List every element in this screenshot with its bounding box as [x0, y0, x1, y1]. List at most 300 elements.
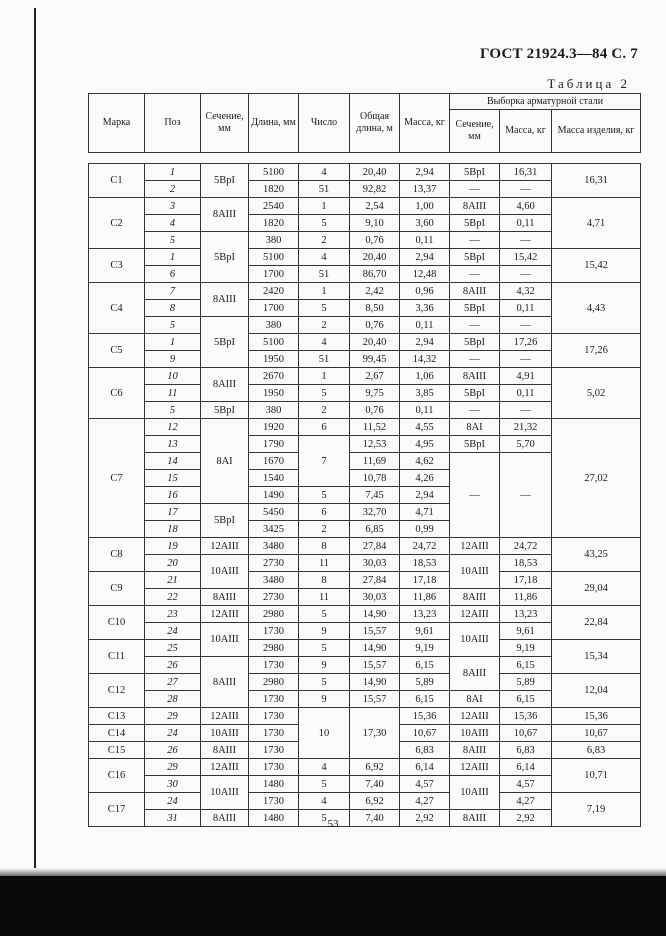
count-cell: 2: [299, 232, 350, 249]
count-cell: 4: [299, 759, 350, 776]
mass-cell: 4,57: [400, 776, 450, 793]
mass-cell: 2,94: [400, 487, 450, 504]
length-cell: 1950: [249, 351, 299, 368]
mass-cell: 4,95: [400, 436, 450, 453]
section-cell: 10AIII: [201, 623, 249, 657]
total-length-cell: 86,70: [350, 266, 400, 283]
mass-cell: 14,32: [400, 351, 450, 368]
mass-cell: 0,99: [400, 521, 450, 538]
count-cell: 4: [299, 793, 350, 810]
table-row: [89, 249, 641, 266]
total-length-cell: 0,76: [350, 402, 400, 419]
mass-cell: 2,92: [400, 810, 450, 827]
poz-cell: 24: [145, 623, 201, 640]
sample-section-cell: 8AIII: [450, 657, 500, 691]
length-cell: 1730: [249, 793, 299, 810]
sample-mass-cell: —: [500, 232, 552, 249]
length-cell: 1820: [249, 215, 299, 232]
sample-mass-cell: 21,32: [500, 419, 552, 436]
length-cell: 1730: [249, 657, 299, 674]
mass-cell: 9,19: [400, 640, 450, 657]
table-body: [89, 164, 641, 827]
sample-mass-cell: 0,11: [500, 300, 552, 317]
sample-section-cell: 8AI: [450, 691, 500, 708]
mark-cell: С17: [89, 793, 145, 827]
total-length-cell: 7,40: [350, 776, 400, 793]
poz-cell: 1: [145, 249, 201, 266]
poz-cell: 2: [145, 181, 201, 198]
mass-cell: 6,83: [400, 742, 450, 759]
length-cell: 1700: [249, 300, 299, 317]
total-length-cell: 14,90: [350, 674, 400, 691]
col-header-mark: Марка: [89, 94, 145, 153]
mass-cell: 12,48: [400, 266, 450, 283]
poz-cell: 4: [145, 215, 201, 232]
section-cell: 5BpI: [201, 402, 249, 419]
poz-cell: 6: [145, 266, 201, 283]
product-mass-cell: 4,43: [552, 283, 641, 334]
sample-mass-cell: 16,31: [500, 164, 552, 181]
poz-cell: 23: [145, 606, 201, 623]
section-cell: 8AIII: [201, 742, 249, 759]
mass-cell: 0,11: [400, 402, 450, 419]
section-cell: 10AIII: [201, 725, 249, 742]
section-cell: 8AI: [201, 419, 249, 504]
col-header-poz: Поз: [145, 94, 201, 153]
count-cell: 1: [299, 368, 350, 385]
total-length-cell: 9,75: [350, 385, 400, 402]
sample-section-cell: 5BpI: [450, 385, 500, 402]
sample-mass-cell: 13,23: [500, 606, 552, 623]
sample-mass-cell: 6,83: [500, 742, 552, 759]
mass-cell: 11,86: [400, 589, 450, 606]
length-cell: 5100: [249, 249, 299, 266]
length-cell: 1950: [249, 385, 299, 402]
section-cell: 10AIII: [201, 776, 249, 810]
sample-section-cell: —: [450, 181, 500, 198]
mass-cell: 4,62: [400, 453, 450, 470]
total-length-cell: 15,57: [350, 623, 400, 640]
total-length-cell: 2,42: [350, 283, 400, 300]
mass-cell: 2,94: [400, 164, 450, 181]
scan-shadow: [0, 876, 666, 936]
sample-mass-cell: 5,70: [500, 436, 552, 453]
sample-section-cell: —: [450, 453, 500, 538]
count-cell: 8: [299, 538, 350, 555]
table-row: [89, 572, 641, 589]
product-mass-cell: 15,36: [552, 708, 641, 725]
length-cell: 1920: [249, 419, 299, 436]
count-cell: 2: [299, 521, 350, 538]
mark-cell: С3: [89, 249, 145, 283]
length-cell: 1730: [249, 691, 299, 708]
total-length-cell: 10,78: [350, 470, 400, 487]
total-length-cell: 15,57: [350, 691, 400, 708]
mass-cell: 9,61: [400, 623, 450, 640]
length-cell: 1820: [249, 181, 299, 198]
total-length-cell: 20,40: [350, 249, 400, 266]
sample-mass-cell: 4,32: [500, 283, 552, 300]
table-row: [89, 640, 641, 657]
sample-section-cell: 8AIII: [450, 283, 500, 300]
total-length-cell: 8,50: [350, 300, 400, 317]
poz-cell: 16: [145, 487, 201, 504]
sample-mass-cell: —: [500, 266, 552, 283]
sample-mass-cell: 4,60: [500, 198, 552, 215]
section-cell: 8AIII: [201, 810, 249, 827]
section-cell: 8AIII: [201, 368, 249, 402]
section-cell: 5BpI: [201, 504, 249, 538]
poz-cell: 26: [145, 742, 201, 759]
sample-section-cell: 10AIII: [450, 725, 500, 742]
sample-mass-cell: 9,61: [500, 623, 552, 640]
mark-cell: С9: [89, 572, 145, 606]
section-cell: 5BpI: [201, 164, 249, 198]
total-length-cell: 17,30: [350, 708, 400, 759]
table-row: [89, 759, 641, 776]
count-cell: 7: [299, 436, 350, 487]
document-title: ГОСТ 21924.3—84 С. 7: [480, 46, 638, 62]
length-cell: 5450: [249, 504, 299, 521]
sample-section-cell: 8AIII: [450, 198, 500, 215]
product-mass-cell: 5,02: [552, 368, 641, 419]
mark-cell: С14: [89, 725, 145, 742]
sample-mass-cell: 17,26: [500, 334, 552, 351]
poz-cell: 13: [145, 436, 201, 453]
count-cell: 4: [299, 249, 350, 266]
total-length-cell: 14,90: [350, 640, 400, 657]
col-header-sample-group: Выборка арматурной стали: [450, 94, 641, 110]
product-mass-cell: 4,71: [552, 198, 641, 249]
poz-cell: 31: [145, 810, 201, 827]
sample-mass-cell: —: [500, 402, 552, 419]
length-cell: 1670: [249, 453, 299, 470]
length-cell: 1790: [249, 436, 299, 453]
count-cell: 11: [299, 589, 350, 606]
total-length-cell: 27,84: [350, 572, 400, 589]
count-cell: 1: [299, 283, 350, 300]
length-cell: 1700: [249, 266, 299, 283]
section-cell: 8AIII: [201, 283, 249, 317]
poz-cell: 8: [145, 300, 201, 317]
total-length-cell: 11,52: [350, 419, 400, 436]
product-mass-cell: 7,19: [552, 793, 641, 827]
mass-cell: 5,89: [400, 674, 450, 691]
mark-cell: С2: [89, 198, 145, 249]
mark-cell: С7: [89, 419, 145, 538]
count-cell: 5: [299, 606, 350, 623]
length-cell: 1730: [249, 742, 299, 759]
sample-section-cell: 5BpI: [450, 334, 500, 351]
product-mass-cell: 6,83: [552, 742, 641, 759]
count-cell: 9: [299, 657, 350, 674]
length-cell: 2730: [249, 589, 299, 606]
mass-cell: 3,85: [400, 385, 450, 402]
length-cell: 1730: [249, 725, 299, 742]
poz-cell: 29: [145, 708, 201, 725]
section-cell: 5BpI: [201, 232, 249, 283]
sample-section-cell: 10AIII: [450, 555, 500, 589]
sample-mass-cell: 15,42: [500, 249, 552, 266]
length-cell: 380: [249, 317, 299, 334]
sample-mass-cell: 11,86: [500, 589, 552, 606]
product-mass-cell: 12,04: [552, 674, 641, 708]
mass-cell: 10,67: [400, 725, 450, 742]
total-length-cell: 15,57: [350, 657, 400, 674]
mass-cell: 15,36: [400, 708, 450, 725]
sample-section-cell: 5BpI: [450, 436, 500, 453]
poz-cell: 25: [145, 640, 201, 657]
sample-mass-cell: 10,67: [500, 725, 552, 742]
mass-cell: 17,18: [400, 572, 450, 589]
sample-section-cell: 12AIII: [450, 708, 500, 725]
count-cell: 6: [299, 504, 350, 521]
total-length-cell: 12,53: [350, 436, 400, 453]
sample-mass-cell: 4,91: [500, 368, 552, 385]
sample-mass-cell: 0,11: [500, 215, 552, 232]
mass-cell: 3,36: [400, 300, 450, 317]
sample-mass-cell: —: [500, 351, 552, 368]
page-number: 53: [327, 818, 339, 830]
length-cell: 1730: [249, 708, 299, 725]
count-cell: 5: [299, 810, 350, 827]
section-cell: 8AIII: [201, 657, 249, 708]
sample-mass-cell: 17,18: [500, 572, 552, 589]
total-length-cell: 14,90: [350, 606, 400, 623]
header-spacer: [89, 153, 641, 164]
mass-cell: 4,27: [400, 793, 450, 810]
sample-section-cell: 8AIII: [450, 368, 500, 385]
table-row: [89, 334, 641, 351]
sample-section-cell: 10AIII: [450, 776, 500, 810]
length-cell: 2980: [249, 640, 299, 657]
col-header-product-mass: Масса изделия, кг: [552, 110, 641, 153]
sample-mass-cell: 4,57: [500, 776, 552, 793]
length-cell: 2540: [249, 198, 299, 215]
mass-cell: 6,14: [400, 759, 450, 776]
total-length-cell: 2,54: [350, 198, 400, 215]
sample-mass-cell: 6,14: [500, 759, 552, 776]
length-cell: 5100: [249, 334, 299, 351]
mark-cell: С12: [89, 674, 145, 708]
poz-cell: 12: [145, 419, 201, 436]
total-length-cell: 0,76: [350, 232, 400, 249]
poz-cell: 11: [145, 385, 201, 402]
product-mass-cell: 27,02: [552, 419, 641, 538]
total-length-cell: 7,45: [350, 487, 400, 504]
product-mass-cell: 15,34: [552, 640, 641, 674]
total-length-cell: 27,84: [350, 538, 400, 555]
poz-cell: 26: [145, 657, 201, 674]
poz-cell: 29: [145, 759, 201, 776]
length-cell: 1490: [249, 487, 299, 504]
poz-cell: 30: [145, 776, 201, 793]
mark-cell: С10: [89, 606, 145, 640]
section-cell: 8AIII: [201, 198, 249, 232]
col-header-sample-mass: Масса, кг: [500, 110, 552, 153]
count-cell: 4: [299, 164, 350, 181]
count-cell: 51: [299, 266, 350, 283]
col-header-total-length: Общая длина, м: [350, 94, 400, 153]
mass-cell: 0,96: [400, 283, 450, 300]
section-cell: 8AIII: [201, 589, 249, 606]
length-cell: 3480: [249, 572, 299, 589]
sample-mass-cell: —: [500, 181, 552, 198]
table-row: [89, 708, 641, 725]
product-mass-cell: 16,31: [552, 164, 641, 198]
product-mass-cell: 43,25: [552, 538, 641, 572]
table-row: [89, 368, 641, 385]
total-length-cell: 30,03: [350, 555, 400, 572]
sample-section-cell: —: [450, 402, 500, 419]
sample-section-cell: 5BpI: [450, 164, 500, 181]
total-length-cell: 6,92: [350, 759, 400, 776]
count-cell: 5: [299, 487, 350, 504]
mass-cell: 0,11: [400, 317, 450, 334]
total-length-cell: 2,67: [350, 368, 400, 385]
poz-cell: 15: [145, 470, 201, 487]
total-length-cell: 9,10: [350, 215, 400, 232]
poz-cell: 1: [145, 164, 201, 181]
mark-cell: С13: [89, 708, 145, 725]
mark-cell: С16: [89, 759, 145, 793]
count-cell: 5: [299, 776, 350, 793]
sample-section-cell: 5BpI: [450, 249, 500, 266]
section-cell: 5BpI: [201, 317, 249, 368]
length-cell: 2420: [249, 283, 299, 300]
sample-section-cell: 8AIII: [450, 742, 500, 759]
product-mass-cell: 15,42: [552, 249, 641, 283]
section-cell: 12AIII: [201, 708, 249, 725]
count-cell: 9: [299, 623, 350, 640]
product-mass-cell: 17,26: [552, 334, 641, 368]
sample-mass-cell: 6,15: [500, 691, 552, 708]
poz-cell: 5: [145, 317, 201, 334]
poz-cell: 10: [145, 368, 201, 385]
product-mass-cell: 10,67: [552, 725, 641, 742]
mass-cell: 4,55: [400, 419, 450, 436]
mass-cell: 1,06: [400, 368, 450, 385]
sample-section-cell: —: [450, 351, 500, 368]
mass-cell: 1,00: [400, 198, 450, 215]
length-cell: 1730: [249, 623, 299, 640]
length-cell: 3480: [249, 538, 299, 555]
section-cell: 12AIII: [201, 538, 249, 555]
table-row: [89, 198, 641, 215]
count-cell: 2: [299, 317, 350, 334]
poz-cell: 5: [145, 232, 201, 249]
col-header-mass: Масса, кг: [400, 94, 450, 153]
count-cell: 8: [299, 572, 350, 589]
sample-section-cell: 10AIII: [450, 623, 500, 657]
poz-cell: 27: [145, 674, 201, 691]
table-row: [89, 606, 641, 623]
length-cell: 3425: [249, 521, 299, 538]
sample-section-cell: 12AIII: [450, 606, 500, 623]
sample-mass-cell: 9,19: [500, 640, 552, 657]
count-cell: 51: [299, 351, 350, 368]
poz-cell: 5: [145, 402, 201, 419]
rebar-table: [88, 93, 641, 827]
mark-cell: С4: [89, 283, 145, 334]
sample-mass-cell: 5,89: [500, 674, 552, 691]
poz-cell: 19: [145, 538, 201, 555]
product-mass-cell: 10,71: [552, 759, 641, 793]
mark-cell: С11: [89, 640, 145, 674]
length-cell: 2730: [249, 555, 299, 572]
sample-mass-cell: 2,92: [500, 810, 552, 827]
mass-cell: 4,71: [400, 504, 450, 521]
count-cell: 10: [299, 708, 350, 759]
sample-section-cell: 8AIII: [450, 810, 500, 827]
count-cell: 9: [299, 691, 350, 708]
binding-line: [34, 8, 36, 868]
poz-cell: 18: [145, 521, 201, 538]
sample-mass-cell: 4,27: [500, 793, 552, 810]
table-row: [89, 674, 641, 691]
length-cell: 1480: [249, 810, 299, 827]
sample-mass-cell: —: [500, 317, 552, 334]
poz-cell: 1: [145, 334, 201, 351]
count-cell: 2: [299, 402, 350, 419]
sample-mass-cell: 0,11: [500, 385, 552, 402]
mark-cell: С1: [89, 164, 145, 198]
sample-section-cell: —: [450, 317, 500, 334]
count-cell: 5: [299, 674, 350, 691]
sample-mass-cell: —: [500, 453, 552, 538]
sample-section-cell: 12AIII: [450, 759, 500, 776]
total-length-cell: 7,40: [350, 810, 400, 827]
mass-cell: 2,94: [400, 249, 450, 266]
total-length-cell: 6,85: [350, 521, 400, 538]
count-cell: 4: [299, 334, 350, 351]
table-row: [89, 419, 641, 436]
length-cell: 1480: [249, 776, 299, 793]
mark-cell: С8: [89, 538, 145, 572]
sample-mass-cell: 15,36: [500, 708, 552, 725]
total-length-cell: 92,82: [350, 181, 400, 198]
sample-mass-cell: 24,72: [500, 538, 552, 555]
count-cell: 5: [299, 385, 350, 402]
length-cell: 2980: [249, 606, 299, 623]
table-row: [89, 283, 641, 300]
length-cell: 380: [249, 232, 299, 249]
sample-section-cell: —: [450, 266, 500, 283]
poz-cell: 22: [145, 589, 201, 606]
sample-section-cell: 8AI: [450, 419, 500, 436]
table-row: [89, 538, 641, 555]
poz-cell: 3: [145, 198, 201, 215]
total-length-cell: 32,70: [350, 504, 400, 521]
total-length-cell: 99,45: [350, 351, 400, 368]
mass-cell: 18,53: [400, 555, 450, 572]
poz-cell: 24: [145, 793, 201, 810]
poz-cell: 14: [145, 453, 201, 470]
table-row: [89, 164, 641, 181]
mass-cell: 0,11: [400, 232, 450, 249]
length-cell: 5100: [249, 164, 299, 181]
mark-cell: С5: [89, 334, 145, 368]
col-header-sample-section: Сечение, мм: [450, 110, 500, 153]
mass-cell: 4,26: [400, 470, 450, 487]
mass-cell: 6,15: [400, 657, 450, 674]
total-length-cell: 30,03: [350, 589, 400, 606]
total-length-cell: 11,69: [350, 453, 400, 470]
total-length-cell: 20,40: [350, 334, 400, 351]
sample-section-cell: 8AIII: [450, 589, 500, 606]
product-mass-cell: 22,84: [552, 606, 641, 640]
mass-cell: 13,37: [400, 181, 450, 198]
